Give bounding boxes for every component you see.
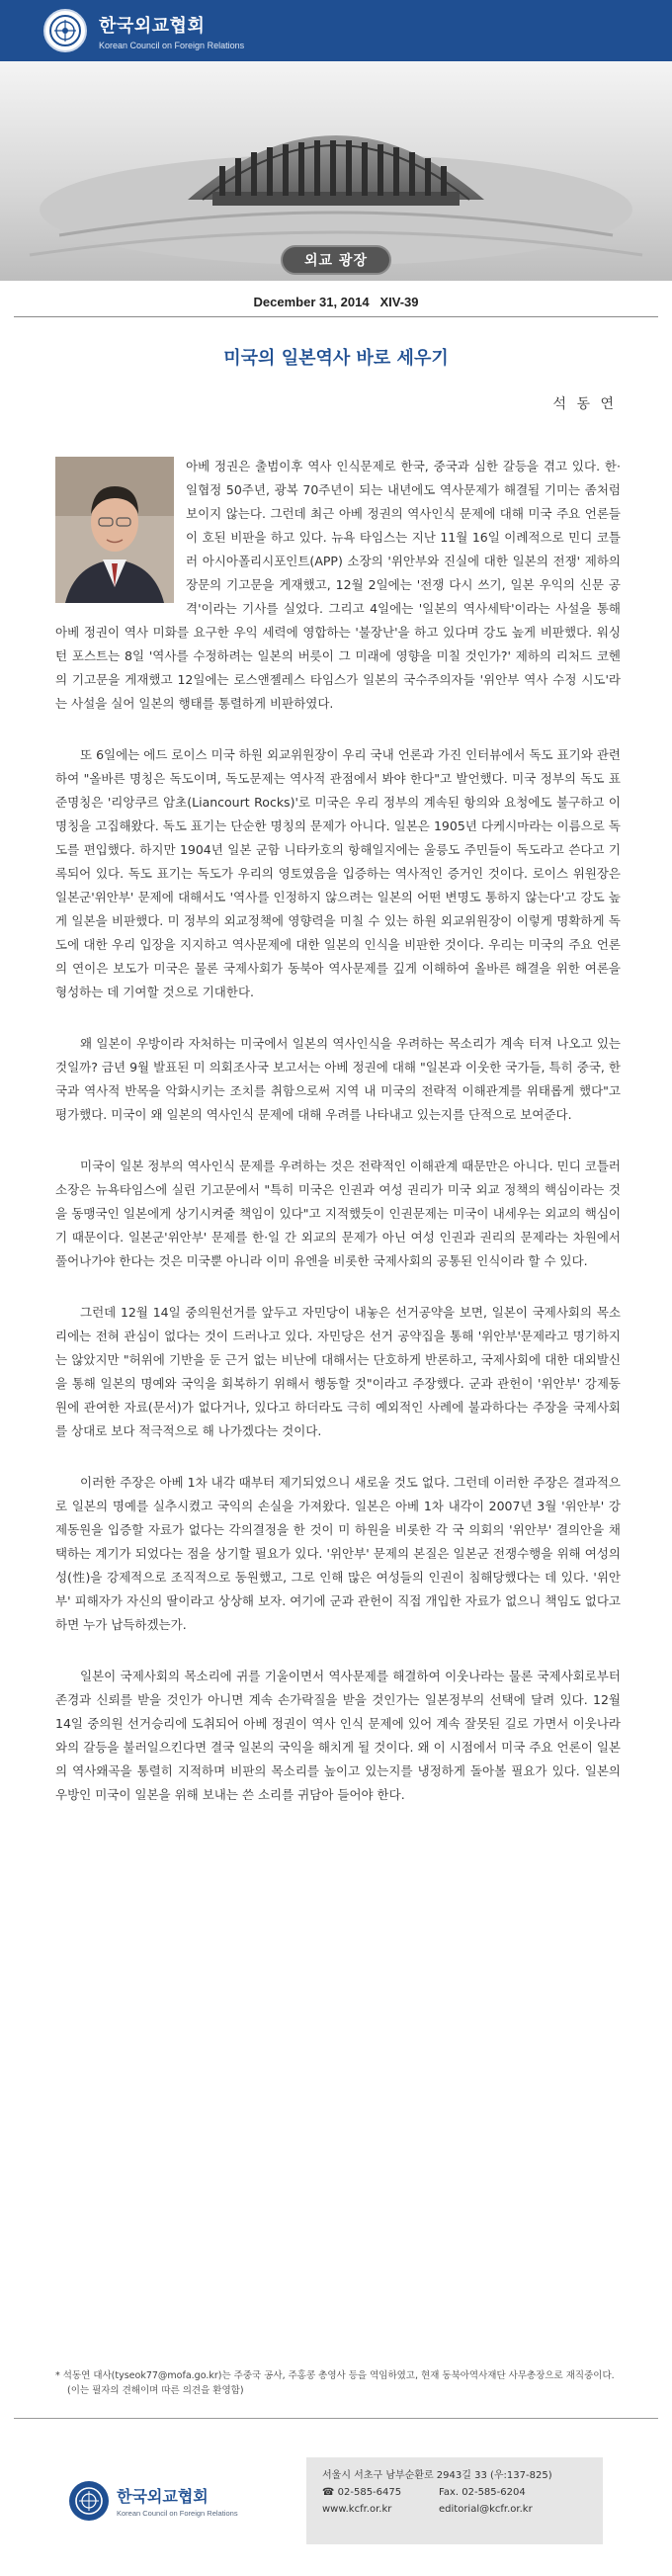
article-paragraph: 아베 정권은 출범이후 역사 인식문제로 한국, 중국과 심한 갈등을 겪고 있다. 한·일협정 50주년, 광복 70주년이 되는 내년에도 역사문제가 해결될 기미는 좀처럼 보이지 않는다. 그런데 최근 아베 정권의 역사인식 문제에 대해 미국 주요 언론들이 호된 비판을 하고 있다. 뉴욕 타임스는 지난 11월 16일 이례적으로 민디 코틀러 아시아폴리시포인트(APP) 소장의 '위안부와 진실에 대한 일본의 전쟁' 제하의 장문의 기고문을 게재했고, 12월 2일에는 '전쟁 다시 쓰기, 일본 우익의 신문 공격'이라는 기사를 실었다. 그리고 4일에는 '일본의 역사세탁'이라는 사설을 통해 아베 정권이 역사 미화를 요구한 우익 세력에 영합하는 '불장난'을 하고 있다며 강도 높게 비판했다. 워싱턴 포스트는 8일 '역사를 수정하려는 일본의 버릇이 그 미래에 영향을 미칠 것인가?' 제하의 리처드 코헨의 기고문을 게재했고 12일에는 로스앤젤레스 타임스가 일본의 국수주의자들 '위안부 역사 수정 시도'라는 사설을 실어 일본의 행태를 통렬하게 비판하였다. [55, 459, 621, 711]
footer-divider [14, 2418, 658, 2419]
article-title: 미국의 일본역사 바로 세우기 [223, 348, 449, 369]
article-paragraph: 일본이 국제사회의 목소리에 귀를 기울이면서 역사문제를 해결하여 이웃나라는 물론 국제사회로부터 존경과 신뢰를 받을 것인가 아니면 계속 손가락질을 받을 것인가는 일본정부의 선택에 달려 있다. 12월 14일 중의원 선거승리에 도취되어 아베 정권이 역사 인식 문제에 있어 계속 잘못된 길로 가면서 이웃나라와의 갈등을 불러일으킨다면 결국 일본의 국익을 해치게 될 것이다. 왜 이 시점에서 미국 주요 언론이 일본의 역사왜곡을 통렬히 지적하며 비판의 목소리를 높이고 있는지를 냉정하게 돌아볼 필요가 있다. 일본의 우방인 미국이 일본을 위해 보내는 쓴 소리를 귀담아 들어야 한다. [55, 1669, 621, 1802]
article-paragraph: 미국이 일본 정부의 역사인식 문제를 우려하는 것은 전략적인 이해관계 때문만은 아니다. 민디 코틀러 소장은 뉴욕타임스에 실린 기고문에서 "특히 미국은 인권과 여성 권리가 미국 외교 정책의 핵심이라는 것을 동맹국인 일본에게 상기시켜줄 책임이 있다"고 지적했듯이 인권문제는 미국이 내세우는 외교의 핵심이기 때문이다. 일본군'위안부' 문제를 한·일 간 외교의 문제가 아닌 여성 인권과 권리의 문제라는 차원에서 풀어나가야 한다는 것은 미국뿐 아니라 이미 유엔을 비롯한 국제사회의 공통된 인식이라 할 수 있다. [55, 1159, 621, 1268]
contact-fax: Fax. 02-585-6204 [439, 2487, 526, 2498]
issue-line [0, 295, 672, 309]
issue-date: December 31, 2014 [253, 295, 370, 309]
org-emblem-icon [43, 9, 87, 52]
header-banner [0, 0, 672, 61]
contact-email-link[interactable]: editorial@kcfr.or.kr [439, 2504, 533, 2515]
contact-website-link[interactable]: www.kcfr.or.kr [322, 2504, 392, 2515]
footer-logo [69, 2481, 306, 2521]
series-badge: 외교 광장 [281, 245, 391, 275]
divider [14, 316, 658, 317]
footer [69, 2455, 613, 2546]
header-logo-text [99, 12, 244, 50]
article-paragraph: 그런데 12월 14일 중의원선거를 앞두고 자민당이 내놓은 선거공약을 보면, 일본이 국제사회의 목소리에는 전혀 관심이 없다는 것이 드러나고 있다. 자민당은 선거 공약집을 통해 '위안부'문제라고 명기하지는 않았지만 "허위에 기반을 둔 근거 없는 비난에 대해서는 단호하게 반론하고, 국제사회에 대한 대외발신을 통해 일본의 명예와 국익을 회복하기 위해서 행동할 것"이라고 주장했다. 군과 관헌이 '위안부' 강제동원에 관여한 자료(문서)가 없다거나, 있다고 하더라도 극히 예외적인 사례에 불과하다는 주장을 국제사회를 상대로 보다 적극적으로 해 나가겠다는 것이다. [55, 1305, 621, 1438]
article-paragraph: 이러한 주장은 아베 1차 내각 때부터 제기되었으니 새로울 것도 없다. 그런데 이러한 주장은 결과적으로 일본의 명예를 실추시켰고 국익의 손실을 가져왔다. 일본은 아베 1차 내각이 2007년 3월 '위안부' 강제동원을 입증할 자료가 없다는 각의결정을 한 것이 미 하원을 비롯한 각 국 의회의 '위안부' 결의안을 채택하는 계기가 되었다는 점을 상기할 필요가 있다. '위안부' 문제의 본질은 일본군 전쟁수행을 위해 여성의 성(性)을 강제적으로 조직적으로 동원했고, 그로 인해 많은 여성들의 인권이 침해당했다는 데 있다. '위안부' 피해자가 자신의 딸이라고 상상해 보자. 여기에 군과 관헌이 직접 개입한 자료가 없으니 책임도 없다고 하면 누가 납득하겠는가. [55, 1475, 621, 1632]
article-paragraph: 왜 일본이 우방이라 자처하는 미국에서 일본의 역사인식을 우려하는 목소리가 계속 터져 나오고 있는 것일까? 금년 9월 발표된 미 의회조사국 보고서는 아베 정권에 대해 "일본과 이웃한 국가들, 특히 중국, 한국과 역사적 반목을 악화시키는 조치를 취함으로써 지역 내 미국의 전략적 이해관계를 위태롭게 했다"고 평가했다. 미국이 왜 일본의 역사인식 문제에 대해 우려를 나타내고 있는지를 단적으로 보여준다. [55, 1036, 621, 1122]
article-body [55, 455, 621, 1835]
footer-org-name-en: Korean Council on Foreign Relations [117, 2509, 238, 2518]
contact-box [306, 2457, 603, 2544]
article-paragraph: 또 6일에는 에드 로이스 미국 하원 외교위원장이 우리 국내 언론과 가진 인터뷰에서 독도 표기와 관련하여 "올바른 명칭은 독도이며, 독도문제는 역사적 관점에서 봐야 한다"고 발언했다. 미국 정부의 독도 표준명칭은 '리앙쿠르 암초(Liancourt Rocks)'로 미국은 우리 정부의 계속된 항의와 요청에도 불구하고 이 명칭을 고집해왔다. 독도 표기는 단순한 명칭의 문제가 아니다. 일본은 1905년 다케시마라는 이름으로 독도를 편입했다. 하지만 1904년 일본 군함 니타카호의 항해일지에는 울릉도 주민들이 독도라고 쓴다고 기록되어 있다. 독도 표기는 독도가 우리의 영토였음을 입증하는 역사적인 증거인 것이다. 로이스 위원장은 일본군'위안부' 문제에 대해서도 '역사를 인정하지 않으려는 일본의 어떤 변명도 통하지 않는다'고 강도 높게 일본을 비판했다. 미 정부의 외교정책에 영향력을 미칠 수 있는 하원 외교위원장이 이렇게 명확하게 독도에 대한 우리 입장을 지지하고 역사문제에 대한 일본의 인식을 비판한 것이다. 우리는 미국의 주요 언론의 연이은 보도가 미국은 물론 국제사회가 동북아 역사문제를 깊게 이해하여 올바른 해결을 위한 여론을 형성하는 데 기여할 것으로 기대한다. [55, 747, 621, 999]
header-org-name-en: Korean Council on Foreign Relations [99, 40, 245, 50]
article-author: 석 동 연 [552, 396, 617, 412]
footer-org-name: 한국외교협회 [117, 2487, 209, 2506]
photo-spacer [55, 455, 186, 613]
issue-number: XIV-39 [379, 295, 419, 309]
contact-tel: ☎ 02-585-6475 [322, 2487, 402, 2498]
header-org-name: 한국외교협회 [99, 15, 206, 37]
hero-image [0, 61, 672, 281]
contact-address: 서울시 서초구 남부순환로 2943길 33 (우:137-825) [322, 2470, 552, 2481]
author-footnote: * 석동연 대사(tyseok77@mofa.go.kr)는 주중국 공사, 주홍콩 총영사 등을 역임하였고, 현재 동북아역사재단 사무총장으로 재직중이다. (이는 필자의 견해이며 따른 의견을 환영함) [55, 2370, 615, 2396]
footer-emblem-icon [69, 2481, 109, 2521]
